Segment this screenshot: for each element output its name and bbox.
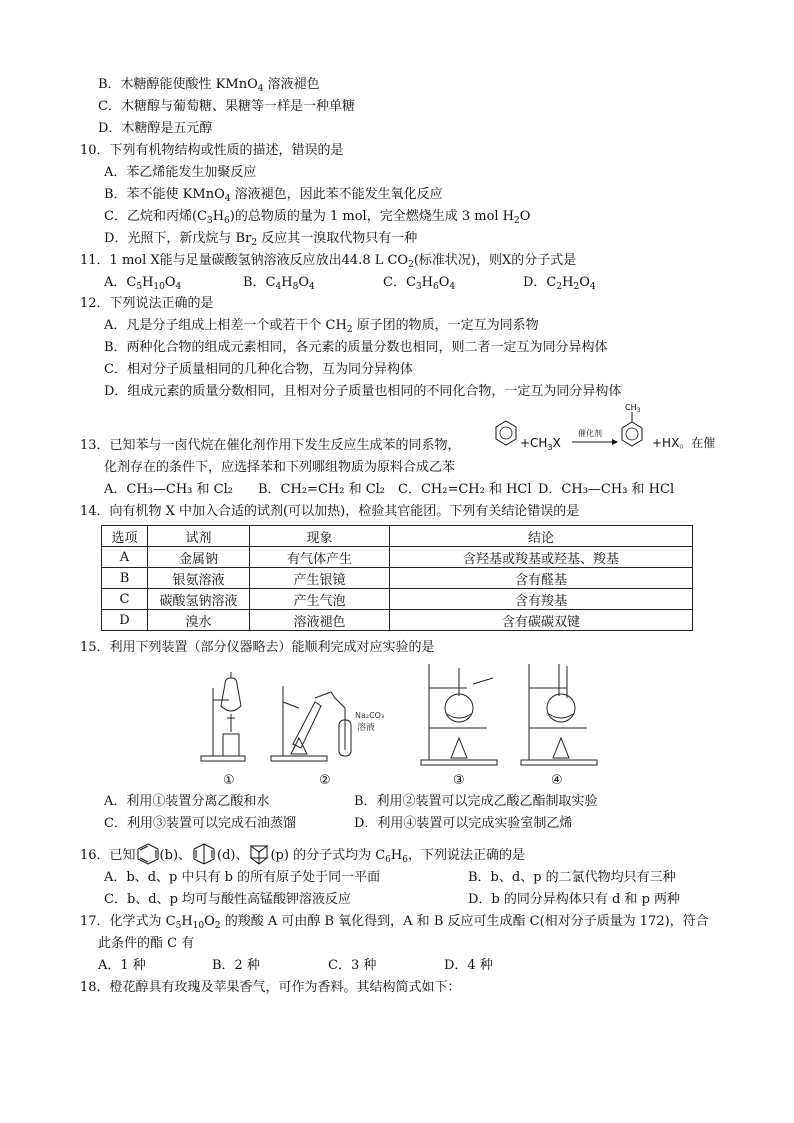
text: O — [204, 914, 215, 929]
text: H — [562, 275, 574, 290]
text: A．凡是分子组成上相差一个或若干个 CH — [104, 318, 347, 333]
subscript: 6 — [402, 855, 408, 865]
table-cell: 溴水 — [148, 610, 250, 631]
q15-apparatus-figure — [195, 658, 615, 790]
text: D．光照下，新戊烷与 Br — [104, 231, 252, 246]
q10-stem: 10．下列有机物结构或性质的描述，错误的是 — [80, 143, 344, 158]
text: 的羧酸 A 可由醇 B 氧化得到，A 和 B 反应可生成酯 C(相对分子质量为 172)，符合 — [220, 914, 709, 929]
subscript: 5 — [175, 921, 182, 931]
table-cell: A — [102, 547, 148, 568]
q10-option-b-text: B．苯不能使 KMnO — [104, 187, 225, 202]
subscript: 4 — [275, 282, 282, 292]
table-row — [102, 568, 693, 589]
q13-option-c: C．CH₂=CH₂ 和 HCl — [398, 482, 532, 497]
apparatus-label-4: ④ — [551, 773, 563, 788]
q11-option-c — [383, 274, 455, 292]
q11-option-a — [104, 274, 181, 292]
table-cell: C — [102, 589, 148, 610]
q15-option-b: B．利用②装置可以完成乙酸乙酯制取实验 — [354, 794, 598, 809]
text: C．乙烷和丙烯(C — [104, 209, 207, 224]
q17-stem-line1 — [80, 913, 709, 931]
table-cell: B — [102, 568, 148, 589]
q9-option-b — [98, 76, 320, 94]
table-cell: 银氨溶液 — [148, 568, 250, 589]
text: O — [164, 275, 176, 290]
q14-table — [101, 525, 693, 631]
subscript: 10 — [192, 921, 205, 931]
subscript: 10 — [153, 282, 165, 292]
table-row — [102, 610, 693, 631]
table-cell: 溶液褪色 — [250, 610, 390, 631]
q16-option-a: A．b、d、p 中只有 b 的所有原子处于同一平面 — [104, 870, 381, 885]
table-header-cell: 结论 — [390, 526, 693, 547]
q12-option-c: C．相对分子质量相同的几种化合物，互为同分异构体 — [104, 362, 413, 377]
text: H — [142, 275, 154, 290]
q15-stem: 15．利用下列装置（部分仪器略去）能顺利完成对应实验的是 — [80, 640, 435, 655]
table-header-cell: 试剂 — [148, 526, 250, 547]
text: B．C — [243, 275, 276, 290]
q13-stem-line2: 化剂存在的条件下，应选择苯和下列哪组物质为原料合成乙苯 — [104, 460, 456, 475]
benzene-inner-circle — [500, 427, 512, 439]
apparatus-label-2: ② — [319, 773, 331, 788]
table-header-row — [102, 526, 693, 547]
solution-label: 溶液 — [357, 723, 376, 733]
apparatus-label-1: ① — [223, 773, 235, 788]
q9-option-b-text: B．木糖醇能使酸性 KMnO — [98, 77, 258, 92]
table-header-cell: 现象 — [250, 526, 390, 547]
q12-option-a — [104, 317, 539, 335]
subscript: 2 — [408, 260, 414, 270]
q12-option-b: B．两种化合物的组成元素相同，各元素的质量分数也相同，则二者一定互为同分异构体 — [104, 340, 608, 355]
text: (p) 的分子式均为 C — [270, 848, 386, 863]
subscript: 4 — [257, 84, 264, 94]
product-label: +HX。在催 — [652, 436, 716, 450]
text: H — [390, 848, 403, 863]
table-cell: 有气体产生 — [250, 547, 390, 568]
q16-stem — [80, 843, 525, 865]
subscript: 4 — [309, 282, 315, 292]
subscript: 2 — [251, 238, 258, 248]
text: O — [438, 275, 450, 290]
table-row — [102, 589, 693, 610]
subscript: 6 — [224, 216, 230, 226]
q13-option-b: B．CH₂=CH₂ 和 Cl₂ — [258, 482, 386, 497]
q13-option-d: D．CH₃—CH₃ 和 HCl — [538, 482, 675, 497]
q10-option-c — [104, 208, 530, 226]
na2co3-label: Na₂CO₃ — [355, 711, 385, 720]
subscript: 6 — [432, 282, 439, 292]
q15-option-c: C．利用③装置可以完成石油蒸馏 — [104, 816, 296, 831]
text: 原子团的物质，一定互为同系物 — [352, 318, 539, 333]
q16-option-d: D．b 的同分异构体只有 d 和 p 两种 — [468, 892, 681, 907]
text: O — [579, 275, 590, 290]
text: O — [298, 275, 309, 290]
q10-option-b — [104, 186, 443, 204]
text: (b)、 — [159, 848, 192, 863]
table-cell: 含羟基或羧基或羟基、羧基 — [390, 547, 693, 568]
text: A．C — [104, 275, 137, 290]
toluene-inner-circle — [626, 428, 638, 440]
q10-option-a: A．苯乙烯能发生加聚反应 — [104, 165, 257, 180]
q18-stem: 18．橙花醇具有玫瑰及苹果香气，可作为香料。其结构简式如下： — [80, 980, 461, 995]
table-cell: 含有碳碳双键 — [390, 610, 693, 631]
subscript: 4 — [175, 282, 182, 292]
reagent-label: $+CH_3X$ — [520, 436, 561, 452]
q15-option-a: A．利用①装置分离乙酸和水 — [104, 794, 270, 809]
text: H — [281, 275, 293, 290]
table-cell: 含有醛基 — [390, 568, 693, 589]
reaction-arrowhead — [612, 439, 618, 445]
subscript: 3 — [206, 216, 213, 226]
ester-preparation-apparatus — [271, 686, 351, 761]
text: 11．1 mol X能与足量碳酸氢钠溶液反应放出44.8 L CO — [80, 253, 409, 268]
text: H — [212, 209, 225, 224]
text: )的总物质的量为 1 mol，完全燃烧生成 3 mol H — [229, 209, 515, 224]
text: 16．已知 — [80, 848, 136, 863]
q12-option-d: D．组成元素的质量分数相同，且相对分子质量也相同的不同化合物，一定互为同分异构体 — [104, 384, 622, 399]
q10-option-b-text-end: 溶液褪色，因此苯不能发生氧化反应 — [230, 187, 443, 202]
toluene-ring-icon — [622, 422, 642, 446]
q16-option-c: C．b、d、p 均可与酸性高锰酸钾溶液反应 — [104, 892, 352, 907]
benzene-structure-icon — [136, 843, 160, 865]
table-cell: 产生气泡 — [250, 589, 390, 610]
text: (标准状况)，则X的分子式是 — [413, 253, 577, 268]
text: 反应其一溴取代物只有一种 — [257, 231, 418, 246]
q17-option-c: C．3 种 — [328, 958, 377, 973]
q14-stem: 14．向有机物 X 中加入合适的试剂(可以加热)，检验其官能团。下列有关结论错误的是 — [80, 504, 580, 519]
subscript: 5 — [136, 282, 143, 292]
apparatus-label-3: ③ — [453, 773, 465, 788]
text: H — [421, 275, 433, 290]
table-header-cell: 选项 — [102, 526, 148, 547]
subscript: 4 — [224, 194, 231, 204]
subscript: 2 — [346, 325, 353, 335]
text: H — [181, 914, 193, 929]
table-cell: 金属钠 — [148, 547, 250, 568]
q13-reaction-scheme — [486, 400, 716, 458]
q9-option-c: C．木糖醇与葡萄糖、果糖等一样是一种单糖 — [98, 99, 355, 114]
table-row — [102, 547, 693, 568]
subscript: 8 — [292, 282, 299, 292]
q17-option-a: A．1 种 — [98, 958, 146, 973]
subscript: 2 — [514, 216, 520, 226]
distillation-apparatus — [421, 664, 497, 765]
table-cell: 碳酸氢钠溶液 — [148, 589, 250, 610]
benzene-ring-icon — [496, 421, 516, 445]
q10-option-d — [104, 230, 417, 248]
subscript: 4 — [449, 282, 456, 292]
subscript: 2 — [214, 921, 221, 931]
text: 17．化学式为 C — [80, 914, 176, 929]
text: C．C — [383, 275, 416, 290]
text: ，下列说法正确的是 — [407, 848, 525, 863]
q11-stem — [80, 252, 576, 270]
subscript: 3 — [415, 282, 422, 292]
text: D．C — [523, 275, 557, 290]
text: (d)、 — [217, 848, 249, 863]
q11-option-b — [243, 274, 315, 292]
q9-option-b-text-end: 溶液褪色 — [263, 77, 320, 92]
catalyst-label: 催化剂 — [578, 429, 602, 438]
ethylene-preparation-apparatus — [521, 664, 597, 765]
methyl-label: $CH_3$ — [625, 403, 641, 414]
table-cell: D — [102, 610, 148, 631]
separatory-funnel-apparatus — [201, 672, 245, 761]
prismane-icon — [248, 843, 270, 865]
text: O — [519, 209, 531, 224]
q16-option-b: B．b、d、p 的二氯代物均只有三种 — [468, 870, 676, 885]
q11-option-d — [523, 274, 596, 292]
q17-option-b: B．2 种 — [212, 958, 260, 973]
table-cell: 含有羧基 — [390, 589, 693, 610]
subscript: 2 — [556, 282, 563, 292]
q12-stem: 12．下列说法正确的是 — [80, 296, 214, 311]
dewar-benzene-icon — [191, 843, 217, 865]
subscript: 6 — [385, 855, 391, 865]
q13-stem-line1: 13．已知苯与一卤代烷在催化剂作用下发生反应生成苯的同系物， — [80, 438, 461, 453]
q17-option-d: D．4 种 — [444, 958, 493, 973]
q15-option-d: D．利用④装置可以完成实验室制乙烯 — [354, 816, 573, 831]
q13-option-a: A．CH₃—CH₃ 和 Cl₂ — [104, 482, 233, 497]
q17-stem-line2: 此条件的酯 C 有 — [98, 936, 195, 951]
table-cell: 产生银镜 — [250, 568, 390, 589]
q9-option-d: D．木糖醇是五元醇 — [98, 121, 213, 136]
subscript: 4 — [589, 282, 596, 292]
subscript: 2 — [573, 282, 580, 292]
